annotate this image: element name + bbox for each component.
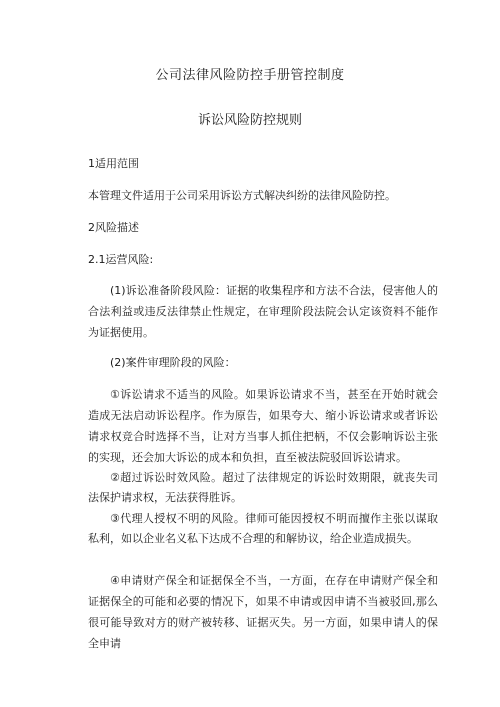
heading-trial-stage-risk: (2)案件审理阶段的风险： (110, 356, 236, 369)
paragraph-preparation-risk: (1)诉讼准备阶段风险：证据的收集程序和方法不合法，侵害他人的合法利益或违反法律禁止性规定，在审理阶段法院会认定该资料不能作为证据使用。 (88, 284, 438, 339)
document-title: 公司法律风险防控手册管控制度 (155, 68, 345, 83)
section-title: 诉讼风险防控规则 (197, 113, 302, 128)
heading-scope: 1适用范围 (88, 157, 139, 170)
heading-risk-description: 2风险描述 (88, 221, 139, 234)
paragraph-agent-authorization-risk: ③代理人授权不明的风险。律师可能因授权不明而擅作主张以谋取私利，如以企业名义私下达成不合理的和解协议，给企业造成损失。 (88, 512, 438, 545)
paragraph-claim-risk: ①诉讼请求不适当的风险。如果诉讼请求不当，甚至在开始时就会造成无法启动诉讼程序。作为原告，如果夸大、缩小诉讼请求或者诉讼请求权竞合时选择不当，让对方当事人抓住把柄，不仅会影响诉讼主张的实现，还会加大诉讼的成本和负担，直至被法院驳回诉讼请求。 (88, 388, 438, 464)
paragraph-limitation-risk: ②超过诉讼时效风险。超过了法律规定的诉讼时效期限，就丧失司法保护请求权，无法获得胜诉。 (88, 471, 438, 504)
scope-text: 本管理文件适用于公司采用诉讼方式解决纠纷的法律风险防控。 (88, 189, 396, 202)
paragraph-preservation-risk: ④申请财产保全和证据保全不当，一方面，在存在申请财产保全和证据保全的可能和必要的情况下，如果不申请或因申请不当被驳回,那么很可能导致对方的财产被转移、证据灭失。另一方面，如果申请人的保全申请 (88, 574, 438, 650)
heading-operational-risk: 2.1运营风险: (88, 253, 154, 266)
